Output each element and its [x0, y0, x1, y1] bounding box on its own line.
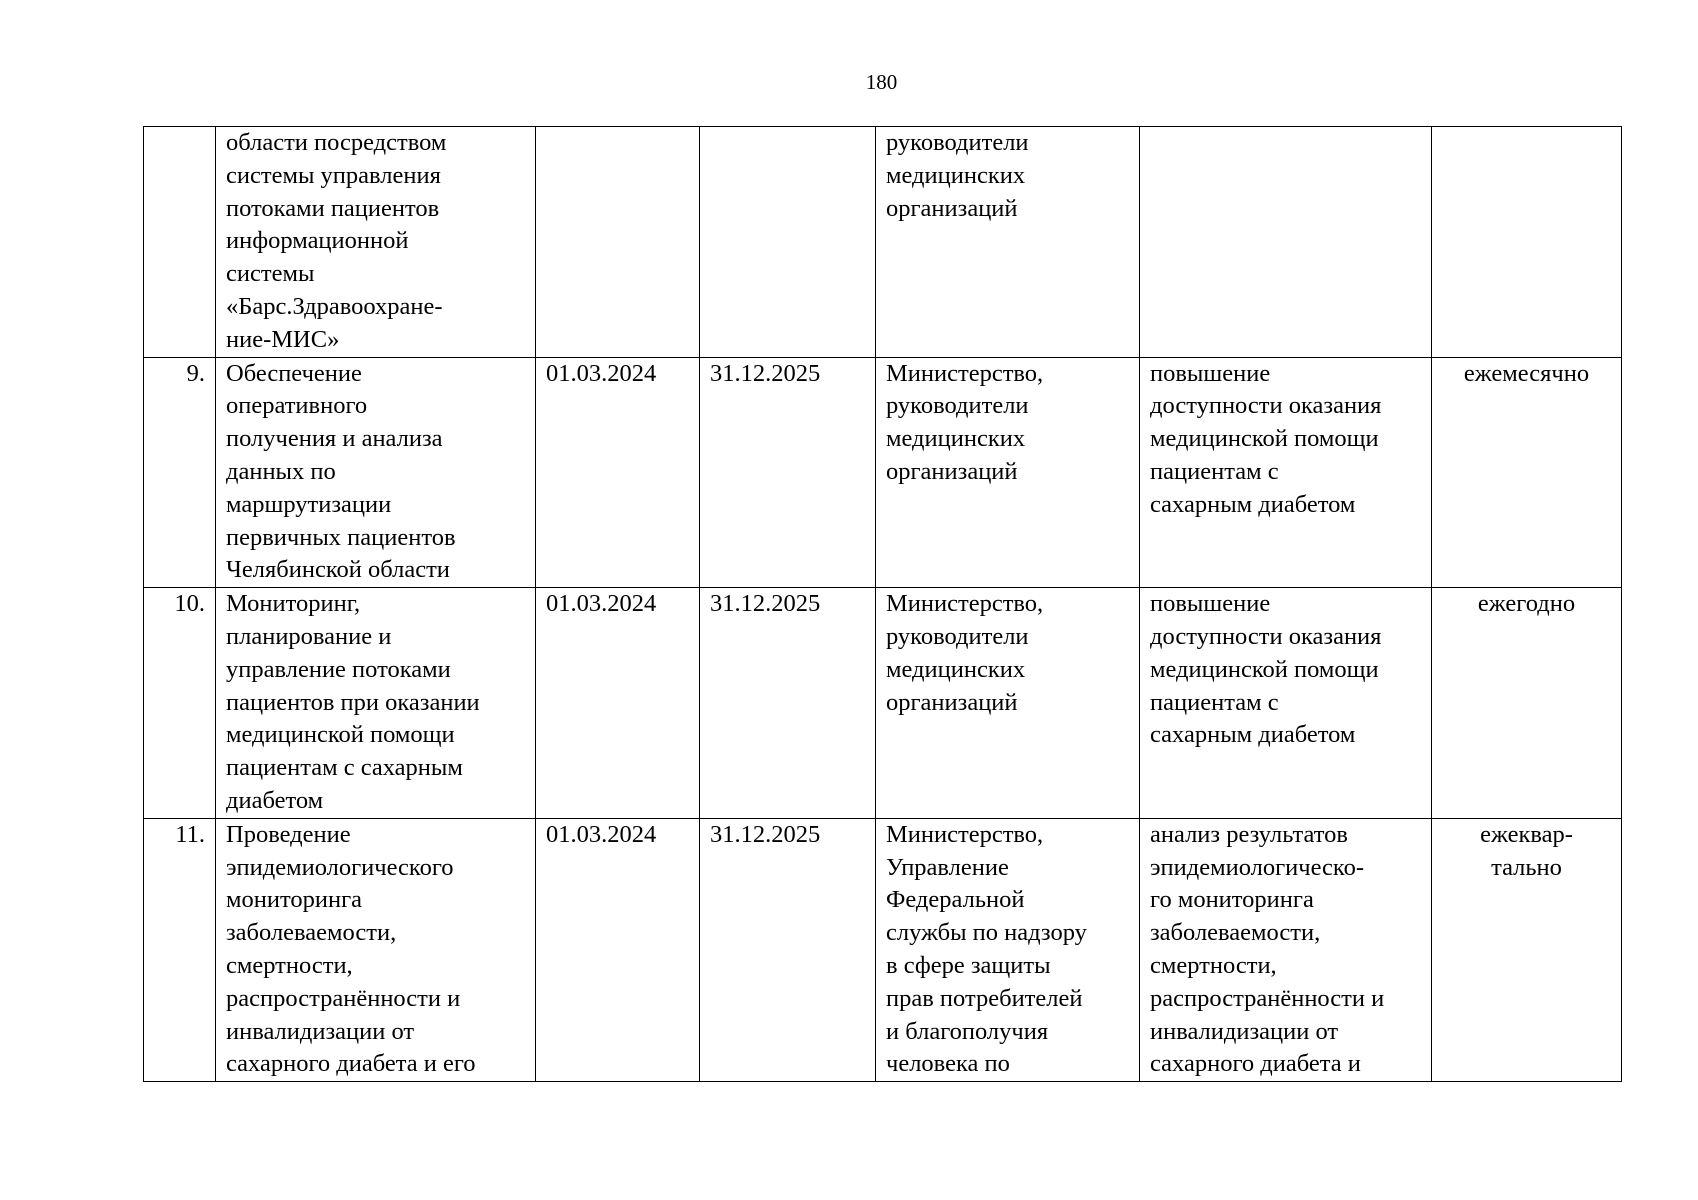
cell-line: руководители — [886, 622, 1029, 650]
cell-line: и благополучия — [886, 1017, 1049, 1045]
cell-line: медицинской помощи — [1150, 655, 1379, 683]
cell-line: управление потоками — [226, 655, 451, 683]
start-date-cell — [536, 127, 700, 358]
cell-line: сахарного диабета и — [1150, 1050, 1361, 1078]
cell-line: доступности оказания — [1150, 392, 1382, 420]
cell-line: службы по надзору — [886, 919, 1087, 947]
cell-line: диабетом — [226, 786, 324, 814]
cell-line: медицинской помощи — [1150, 425, 1379, 453]
activity-name-cell — [216, 818, 536, 1081]
expected-result-cell — [1140, 588, 1432, 819]
cell-line: мониторинга — [226, 886, 363, 914]
cell-line: пациентов при оказании — [226, 688, 480, 716]
cell-line: смертности, — [1150, 951, 1277, 979]
cell-line: сахарным диабетом — [1150, 721, 1356, 749]
start-date-cell: 01.03.2024 — [536, 818, 700, 1081]
cell-line: эпидемиологическо- — [1150, 853, 1365, 881]
periodicity-cell — [1432, 588, 1622, 819]
cell-line: ежегодно — [1477, 590, 1576, 618]
cell-line: системы управления — [226, 161, 441, 189]
cell-line: Мониторинг, — [226, 590, 361, 618]
cell-line: системы — [226, 260, 315, 288]
cell-line: ежеквар- — [1480, 820, 1573, 848]
cell-line: медицинских — [886, 655, 1026, 683]
cell-line: руководители — [886, 129, 1029, 156]
cell-line: организаций — [886, 194, 1018, 222]
cell-line: сахарным диабетом — [1150, 490, 1356, 518]
row-number-cell: 11. — [144, 818, 216, 1081]
cell-line: первичных пациентов — [226, 523, 456, 551]
table-row — [144, 588, 1622, 819]
cell-line: медицинских — [886, 161, 1026, 189]
cell-line: анализ результатов — [1150, 820, 1348, 848]
expected-result-cell — [1140, 127, 1432, 358]
table-row — [144, 818, 1622, 1081]
activity-name-cell — [216, 357, 536, 588]
end-date-cell: 31.12.2025 — [700, 818, 876, 1081]
cell-line: данных по — [226, 457, 336, 485]
periodicity-cell — [1432, 127, 1622, 358]
end-date-cell: 31.12.2025 — [700, 588, 876, 819]
cell-line: Федеральной — [886, 886, 1025, 914]
start-date-cell: 01.03.2024 — [536, 357, 700, 588]
cell-line: ние-МИС» — [226, 325, 340, 353]
cell-line: ежемесячно — [1463, 359, 1590, 387]
cell-line: распространённости и — [1150, 984, 1385, 1012]
cell-line: потоками пациентов — [226, 194, 440, 222]
cell-line: медицинских — [886, 425, 1026, 453]
cell-line: Министерство, — [886, 590, 1044, 618]
cell-line: организаций — [886, 457, 1018, 485]
cell-line: доступности оказания — [1150, 622, 1382, 650]
cell-line: Министерство, — [886, 820, 1044, 848]
executors-cell — [876, 818, 1140, 1081]
cell-line: пациентам с сахарным — [226, 754, 463, 782]
cell-line: области посредством — [226, 129, 447, 156]
cell-line: распространённости и — [226, 984, 461, 1012]
cell-line: заболеваемости, — [1150, 919, 1321, 947]
table-row — [144, 127, 1622, 358]
cell-line: повышение — [1150, 590, 1271, 618]
activities-table — [143, 126, 1622, 1082]
cell-line: Министерство, — [886, 359, 1044, 387]
executors-cell — [876, 588, 1140, 819]
cell-line: человека по — [886, 1050, 1010, 1078]
cell-line: Челябинской области — [226, 556, 450, 584]
cell-line: инвалидизации от — [1150, 1017, 1339, 1045]
cell-line: оперативного — [226, 392, 368, 420]
cell-line: планирование и — [226, 622, 392, 650]
cell-line: повышение — [1150, 359, 1271, 387]
activity-name-cell — [216, 588, 536, 819]
periodicity-cell — [1432, 357, 1622, 588]
cell-line: Обеспечение — [226, 359, 362, 387]
expected-result-cell — [1140, 357, 1432, 588]
cell-line: го мониторинга — [1150, 886, 1314, 914]
page-number: 180 — [865, 70, 898, 94]
cell-line: руководители — [886, 392, 1029, 420]
cell-line: пациентам с — [1150, 457, 1279, 485]
cell-line: организаций — [886, 688, 1018, 716]
cell-line: эпидемиологического — [226, 853, 454, 881]
row-number-cell: 9. — [144, 357, 216, 588]
cell-line: медицинской помощи — [226, 721, 455, 749]
cell-line: смертности, — [226, 951, 353, 979]
executors-cell — [876, 127, 1140, 358]
executors-cell — [876, 357, 1140, 588]
cell-line: информационной — [226, 227, 409, 255]
cell-line: прав потребителей — [886, 984, 1083, 1012]
cell-line: Управление — [886, 853, 1009, 881]
cell-line: сахарного диабета и его — [226, 1050, 476, 1078]
table-body — [144, 127, 1622, 1082]
cell-line: в сфере защиты — [886, 951, 1051, 979]
expected-result-cell — [1140, 818, 1432, 1081]
table-row — [144, 357, 1622, 588]
end-date-cell: 31.12.2025 — [700, 357, 876, 588]
cell-line: «Барс.Здравоохране- — [226, 292, 443, 320]
activity-name-cell — [216, 127, 536, 358]
cell-line: инвалидизации от — [226, 1017, 415, 1045]
cell-line: получения и анализа — [226, 425, 443, 453]
cell-line: Проведение — [226, 820, 351, 848]
periodicity-cell — [1432, 818, 1622, 1081]
row-number-cell: 10. — [144, 588, 216, 819]
row-number-cell — [144, 127, 216, 358]
cell-line: маршрутизации — [226, 490, 392, 518]
cell-line: пациентам с — [1150, 688, 1279, 716]
end-date-cell — [700, 127, 876, 358]
cell-line: тально — [1491, 853, 1562, 881]
cell-line: заболеваемости, — [226, 919, 397, 947]
start-date-cell: 01.03.2024 — [536, 588, 700, 819]
